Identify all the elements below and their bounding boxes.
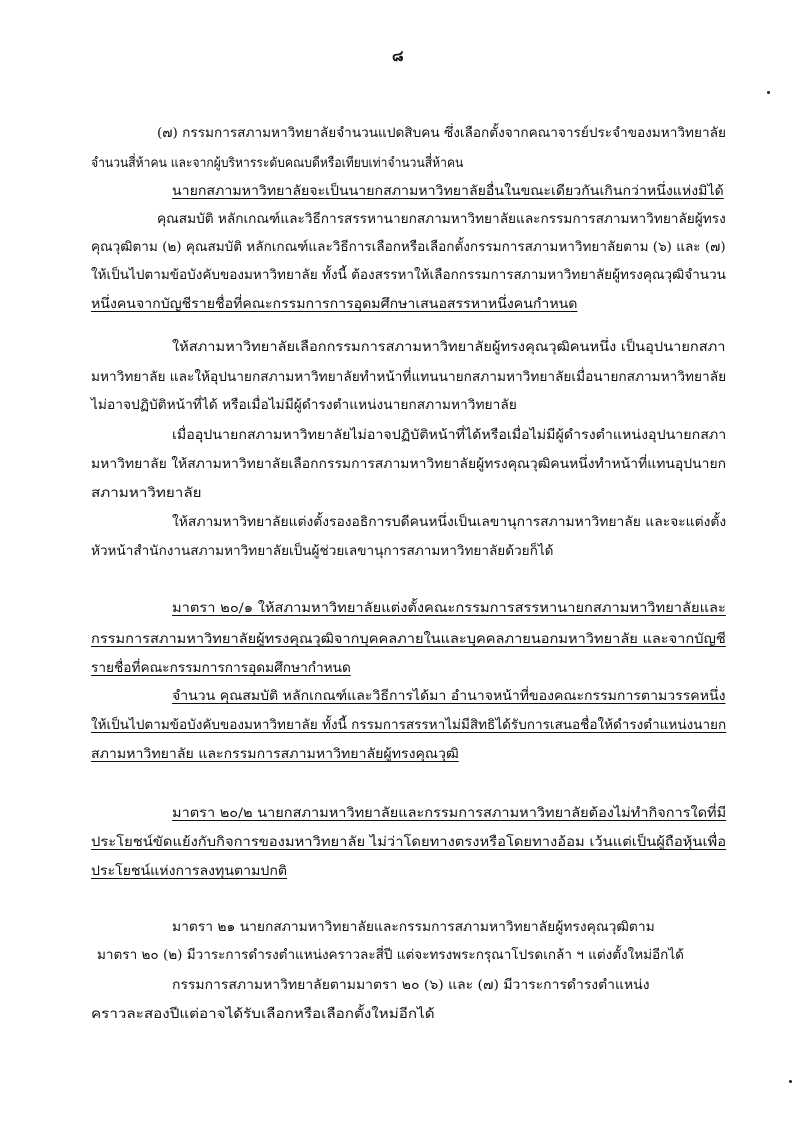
text-line: ให้สภามหาวิทยาลัยเลือกกรรมการสภามหาวิทยาลัยผู้ทรงคุณวุฒิคนหนึ่ง เป็นอุปนายกสภา xyxy=(172,340,726,355)
text-line: กรรมการสภามหาวิทยาลัยตามมาตรา ๒๐ (๖) และ (๗) มีวาระการดำรงตำแหน่ง xyxy=(172,978,650,993)
text-line: จำนวน คุณสมบัติ หลักเกณฑ์และวิธีการได้มา อำนาจหน้าที่ของคณะกรรมการตามวรรคหนึ่ง xyxy=(172,689,726,704)
text-line: กรรมการสภามหาวิทยาลัยผู้ทรงคุณวุฒิจากบุคคลภายในและบุคคลภายนอกมหาวิทยาลัย และจากบัญชี xyxy=(91,632,726,647)
text-line: ประโยชน์ขัดแย้งกับกิจการของมหาวิทยาลัย ไม่ว่าโดยทางตรงหรือโดยทางอ้อม เว้นแต่เป็นผู้ถือหุ้นเพื่อ xyxy=(91,835,727,850)
text-line: ให้สภามหาวิทยาลัยแต่งตั้งรองอธิการบดีคนหนึ่งเป็นเลขานุการสภามหาวิทยาลัย และจะแต่งตั้ง xyxy=(172,515,727,530)
text-line: หัวหน้าสำนักงานสภามหาวิทยาลัยเป็นผู้ช่วยเลขานุการสภามหาวิทยาลัยด้วยก็ได้ xyxy=(91,544,554,559)
text-line: ให้เป็นไปตามข้อบังคับของมหาวิทยาลัย ทั้งนี้ กรรมการสรรหาไม่มีสิทธิได้รับการเสนอชื่อให้ดำรงตำแหน่งนายก xyxy=(91,718,727,733)
text-line: มาตรา ๒๐/๑ ให้สภามหาวิทยาลัยแต่งตั้งคณะกรรมการสรรหานายกสภามหาวิทยาลัยและ xyxy=(172,601,726,616)
scan-speck xyxy=(767,91,770,94)
text-line: ประโยชน์แห่งการลงทุนตามปกติ xyxy=(91,864,288,879)
text-line: มหาวิทยาลัย และให้อุปนายกสภามหาวิทยาลัยทำหน้าที่แทนนายกสภามหาวิทยาลัยเมื่อนายกสภามหาวิทยาลัย xyxy=(91,370,727,385)
text-line: มาตรา ๒๐/๒ นายกสภามหาวิทยาลัยและกรรมการสภามหาวิทยาลัยต้องไม่ทำกิจการใดที่มี xyxy=(172,806,727,821)
page-number: ๘ xyxy=(392,47,404,65)
text-line: (๗) กรรมการสภามหาวิทยาลัยจำนวนแปดสิบคน ซึ่งเลือกตั้งจากคณาจารย์ประจำของมหาวิทยาลัย xyxy=(157,126,726,141)
text-line: มาตรา ๒๐ (๒) มีวาระการดำรงตำแหน่งคราวละสี่ปี แต่จะทรงพระกรุณาโปรดเกล้า ฯ แต่งตั้งใหม่อีกได้ xyxy=(97,948,684,963)
text-line: ให้เป็นไปตามข้อบังคับของมหาวิทยาลัย ทั้งนี้ ต้องสรรหาให้เลือกกรรมการสภามหาวิทยาลัยผู้ทรงคุณวุฒิจำนวน xyxy=(91,268,726,283)
text-line: มาตรา ๒๑ นายกสภามหาวิทยาลัยและกรรมการสภามหาวิทยาลัยผู้ทรงคุณวุฒิตาม xyxy=(172,920,655,935)
scan-speck xyxy=(789,1080,792,1083)
text-line: นายกสภามหาวิทยาลัยจะเป็นนายกสภามหาวิทยาลัยอื่นในขณะเดียวกันเกินกว่าหนึ่งแห่งมิได้ xyxy=(172,184,724,199)
text-line: สภามหาวิทยาลัย xyxy=(91,486,202,501)
text-line: หนึ่งคนจากบัญชีรายชื่อที่คณะกรรมการการอุดมศึกษาเสนอสรรหาหนึ่งคนกำหนด xyxy=(91,297,578,312)
text-line: จำนวนสี่ห้าคน และจากผู้บริหารระดับคณบดีหรือเทียบเท่าจำนวนสี่ห้าคน xyxy=(91,156,464,171)
text-line: สภามหาวิทยาลัย และกรรมการสภามหาวิทยาลัยผู้ทรงคุณวุฒิ xyxy=(91,747,459,762)
text-line: คราวละสองปีแต่อาจได้รับเลือกหรือเลือกตั้งใหม่อีกได้ xyxy=(91,1007,435,1022)
text-line: ไม่อาจปฏิบัติหน้าที่ได้ หรือเมื่อไม่มีผู้ดำรงตำแหน่งนายกสภามหาวิทยาลัย xyxy=(91,398,517,413)
text-line: คุณวุฒิตาม (๒) คุณสมบัติ หลักเกณฑ์และวิธีการเลือกหรือเลือกตั้งกรรมการสภามหาวิทยาลัยตาม (๖) และ (๗) xyxy=(91,240,726,255)
text-line: เมื่ออุปนายกสภามหาวิทยาลัยไม่อาจปฏิบัติหน้าที่ได้หรือเมื่อไม่มีผู้ดำรงตำแหน่งอุปนายกสภา xyxy=(172,428,727,443)
text-line: รายชื่อที่คณะกรรมการการอุดมศึกษากำหนด xyxy=(91,661,351,676)
text-line: มหาวิทยาลัย ให้สภามหาวิทยาลัยเลือกกรรมการสภามหาวิทยาลัยผู้ทรงคุณวุฒิคนหนึ่งทำหน้าที่แทนอุปนายก xyxy=(91,457,727,472)
text-line: คุณสมบัติ หลักเกณฑ์และวิธีการสรรหานายกสภามหาวิทยาลัยและกรรมการสภามหาวิทยาลัยผู้ทรง xyxy=(157,212,726,227)
